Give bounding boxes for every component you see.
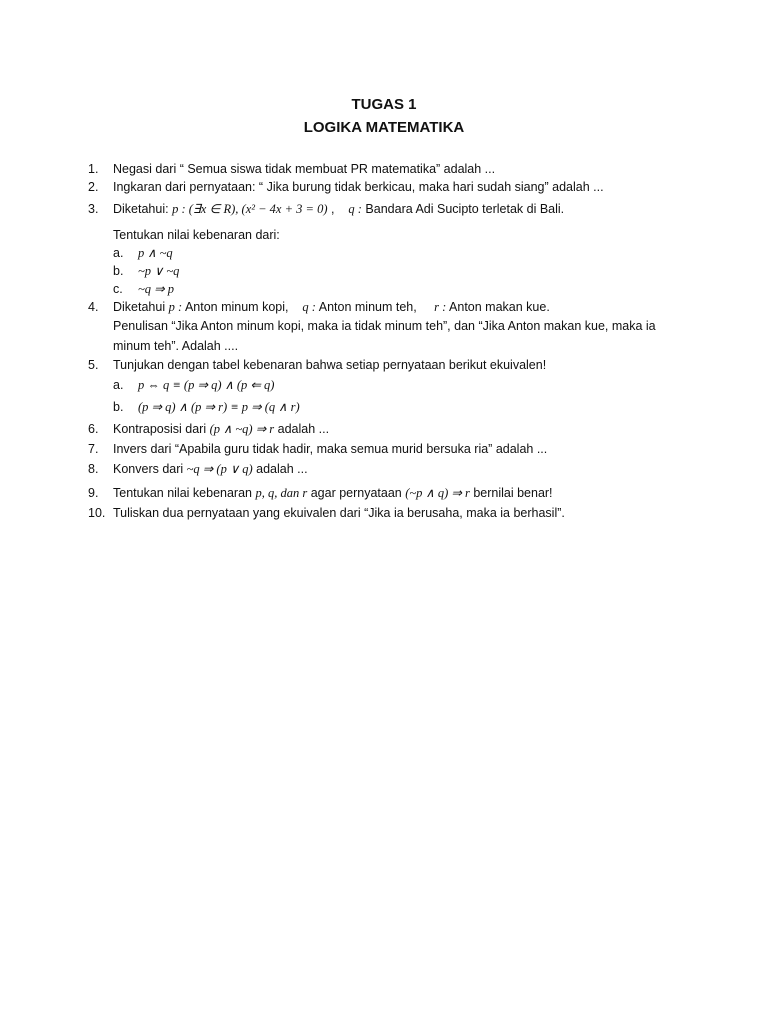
math-expression: ~q ⇒ p [138,282,174,296]
question-text: agar pernyataan [310,486,402,500]
question-text: Tuliskan dua pernyataan yang ekuivalen dari “Jika ia berusaha, maka ia berhasil”. [113,506,565,520]
math-expression: (~p ∧ q) ⇒ r [405,486,470,500]
question-label: Diketahui [113,300,166,314]
question-text: adalah ... [256,462,308,476]
sub-item [113,376,688,394]
question-number: 2. [88,180,99,194]
question-text: Anton makan kue. [449,300,550,314]
question-number: 9. [88,486,99,500]
doc-title: TUGAS 1 [351,96,417,113]
math-expression: p ⇔ q ≡ (p ⇒ q) ∧ (p ⇐ q) [138,378,275,392]
sub-item-label: c. [113,282,123,296]
question-number: 8. [88,462,99,476]
question-number: 7. [88,442,99,456]
question-number: 10. [88,506,106,520]
sub-item-label: a. [113,378,124,392]
question-7 [88,440,688,458]
question-text: Anton minum teh, [318,300,417,314]
sub-item-label: b. [113,264,124,278]
question-text: Invers dari “Apabila guru tidak hadir, maka semua murid bersuka ria” adalah ... [113,442,548,456]
sub-item-label: a. [113,246,124,260]
math-expression: ~q ⇒ (p ∨ q) [186,462,253,476]
question-8 [88,460,688,478]
question-text: Ingkaran dari pernyataan: “ Jika burung tidak berkicau, maka hari sudah siang” adalah ... [113,180,604,194]
question-3: 3. Diketahui: p : (∃x ∈ R), (x² − 4x + 3 = 0) , q : Bandara Adi Sucipto terletak di Bali. Tentukan nilai kebenaran dari: a. p ∧ ~q b. ~p ∨ ~q c. ~q ⇒ p [88,200,688,298]
sub-item-label: b. [113,400,124,414]
question-text: Bandara Adi Sucipto terletak di Bali. [365,202,565,216]
question-4 [88,298,688,356]
math-symbol-p: p : [168,300,183,314]
question-1 [88,160,688,178]
question-number: 4. [88,300,99,314]
math-expression: (p ⇒ q) ∧ (p ⇒ r) ≡ p ⇒ (q ∧ r) [138,400,300,414]
question-5 [88,356,688,416]
math-expression: p ∧ ~q [138,246,173,260]
question-text: Konvers dari [113,462,184,476]
question-text: Penulisan “Jika Anton minum kopi, maka ia tidak minum teh”, dan “Jika Anton makan kue, maka ia minum teh”. Adalah .... [113,319,656,353]
math-variables: p, q, dan r [255,486,308,500]
doc-subtitle: LOGIKA MATEMATIKA [303,119,465,136]
question-text: Kontraposisi dari [113,422,207,436]
question-text: Tunjukan dengan tabel kebenaran bahwa setiap pernyataan berikut ekuivalen! [113,358,547,372]
question-text: Negasi dari “ Semua siswa tidak membuat PR matematika” adalah ... [113,162,496,176]
question-10 [88,504,688,522]
math-symbol-r: r : [434,300,447,314]
question-text: bernilai benar! [473,486,553,500]
question-2 [88,178,688,196]
question-6 [88,420,688,438]
sub-item [113,244,688,262]
math-symbol-q: q : [302,300,316,314]
question-text: adalah ... [277,422,330,436]
question-text: Anton minum kopi, [184,300,289,314]
sub-item [113,262,688,280]
sub-item [113,398,688,416]
math-expression-q: q : [348,202,362,216]
question-number: 3. [88,202,99,216]
sub-item [113,280,688,298]
math-expression-p: p : (∃x ∈ R), (x² − 4x + 3 = 0) [172,202,328,216]
question-number: 5. [88,358,99,372]
question-number: 6. [88,422,99,436]
math-expression: (p ∧ ~q) ⇒ r [209,422,275,436]
math-expression: ~p ∨ ~q [138,264,180,278]
question-instruction: Tentukan nilai kebenaran dari: [113,228,280,242]
question-text: Tentukan nilai kebenaran [113,486,252,500]
question-list [88,160,688,522]
question-number: 1. [88,162,99,176]
question-9 [88,484,688,502]
question-label: Diketahui: [113,202,169,216]
